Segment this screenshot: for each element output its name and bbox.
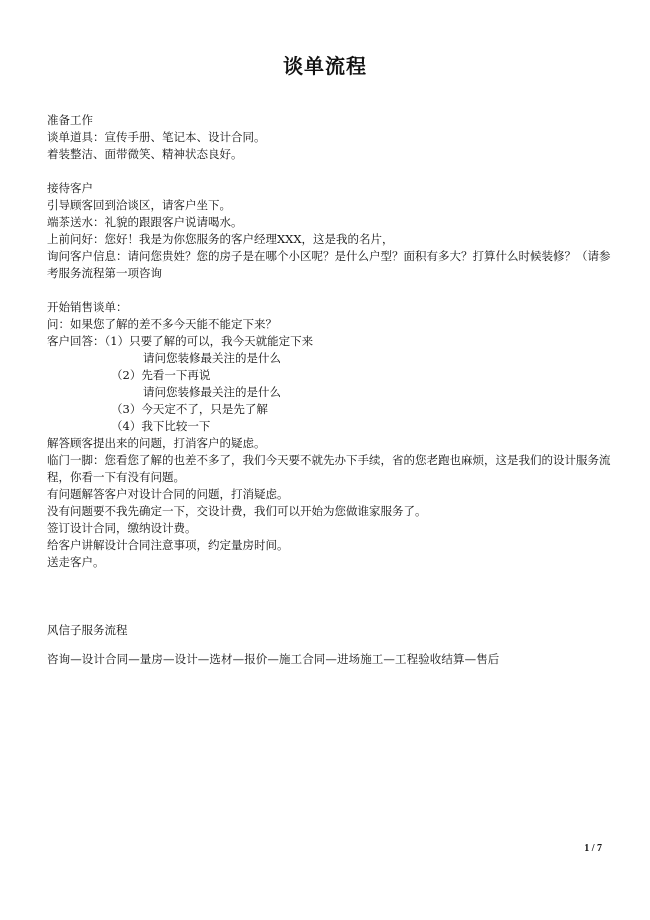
sales-line: 有问题解答客户对设计合同的问题，打消疑虑。: [47, 487, 289, 501]
document-body: [47, 112, 612, 668]
prep-section: [47, 112, 612, 163]
sales-question: 问：如果您了解的差不多今天能不能定下来？: [47, 317, 277, 331]
reception-line: 上前问好：您好！我是为你您服务的客户经理XXX，这是我的名片，: [47, 232, 394, 246]
sales-answer-1: 客户回答：（1）只要了解的可以，我今天就能定下来: [47, 334, 314, 348]
service-heading: 风信子服务流程: [47, 623, 128, 637]
sales-line: 解答顾客提出来的问题，打消客户的疑虑。: [47, 436, 266, 450]
page-number: 1 / 7: [584, 843, 602, 854]
prep-heading: 准备工作: [47, 113, 93, 127]
page-title: 谈单流程: [283, 54, 367, 78]
sales-line: 送走客户。: [47, 555, 105, 569]
sales-answer-4: （4）我下比较一下: [111, 419, 211, 433]
reception-section: [47, 180, 612, 282]
sales-line: 没有问题要不我先确定一下，交设计费，我们可以开始为您做谁家服务了。: [47, 504, 427, 518]
sales-line: 给客户讲解设计合同注意事项，约定量房时间。: [47, 538, 289, 552]
sales-line: 临门一脚：您看您了解的也差不多了，我们今天要不就先办下手续，省的您老跑也麻烦，这是我们的设计服务流程，你看一下有没有问题。: [47, 453, 611, 484]
reception-line: 引导顾客回到洽谈区，请客户坐下。: [47, 198, 231, 212]
sales-section: [47, 299, 612, 571]
sales-answer-2: （2）先看一下再说: [111, 368, 211, 382]
reception-line: 端茶送水：礼貌的跟跟客户说请喝水。: [47, 215, 243, 229]
reception-heading: 接待客户: [47, 181, 93, 195]
sales-answer-3: （3）今天定不了，只是先了解: [111, 402, 268, 416]
reception-line: 询问客户信息：请问您贵姓？您的房子是在哪个小区呢？是什么户型？面积有多大？打算什么时候装修？（请参考服务流程第一项咨询: [47, 249, 611, 280]
prep-line: 着装整洁、面带微笑、精神状态良好。: [47, 147, 243, 161]
sales-line: 签订设计合同，缴纳设计费。: [47, 521, 197, 535]
service-flow: 咨询—设计合同—量房—设计—选材—报价—施工合同—进场施工—工程验收结算—售后: [47, 652, 500, 666]
sales-answer-1-follow: 请问您装修最关注的是什么: [143, 351, 281, 365]
service-section: [47, 622, 612, 668]
sales-heading: 开始销售谈单：: [47, 300, 128, 314]
sales-answer-2-follow: 请问您装修最关注的是什么: [143, 385, 281, 399]
prep-line: 谈单道具：宣传手册、笔记本、设计合同。: [47, 130, 266, 144]
